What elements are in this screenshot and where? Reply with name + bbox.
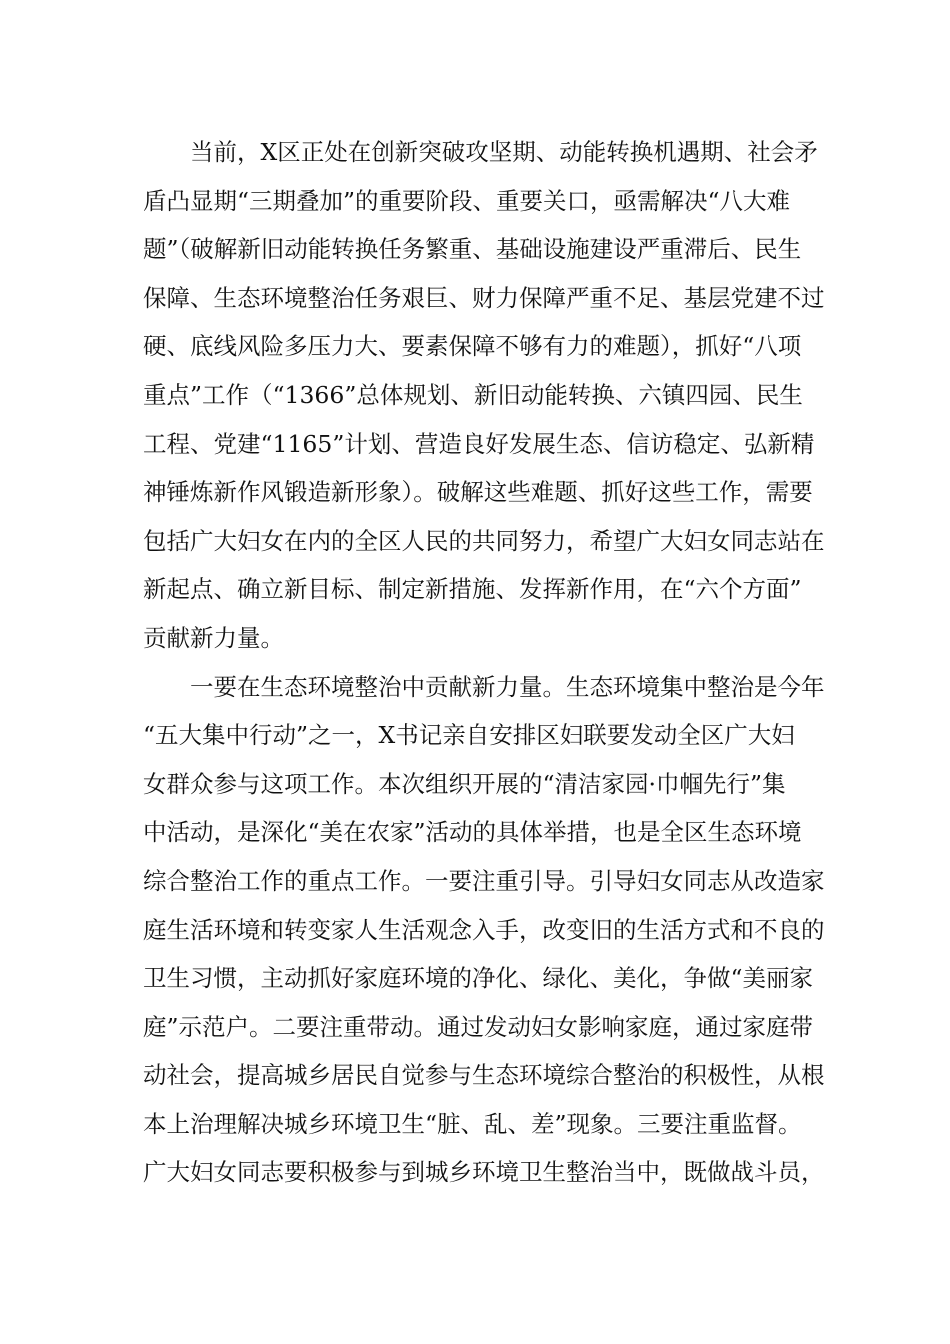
text-line: 工程、党建“1165”计划、营造良好发展生态、信访稳定、弘新精 <box>143 429 815 458</box>
text-line: 重点”工作（“1366”总体规划、新旧动能转换、六镇四园、民生 <box>143 380 803 409</box>
text-line: 神锤炼新作风锻造新形象）。破解这些难题、抓好这些工作，需要 <box>143 478 813 507</box>
text-line: 当前，X区正处在创新突破攻坚期、动能转换机遇期、社会矛 <box>190 138 818 166</box>
text-line: 庭生活环境和转变家人生活观念入手，改变旧的生活方式和不良的 <box>143 915 825 944</box>
text-line: 保障、生态环境整治任务艰巨、财力保障严重不足、基层党建不过 <box>143 283 825 312</box>
text-line: 新起点、确立新目标、制定新措施、发挥新作用，在“六个方面” <box>143 575 802 604</box>
paragraph-1 <box>143 128 825 663</box>
text-line: 卫生习惯，主动抓好家庭环境的净化、绿化、美化，争做“美丽家 <box>143 964 814 993</box>
text-line: 一要在生态环境整治中贡献新力量。生态环境集中整治是今年 <box>190 672 825 701</box>
text-line: 贡献新力量。 <box>143 623 284 652</box>
text-line: 盾凸显期“三期叠加”的重要阶段、重要关口，亟需解决“八大难 <box>143 186 791 215</box>
text-line: 硬、底线风险多压力大、要素保障不够有力的难题），抓好“八项 <box>143 332 802 361</box>
text-line: 包括广大妇女在内的全区人民的共同努力，希望广大妇女同志站在 <box>143 526 825 555</box>
paragraph-2 <box>143 663 825 1198</box>
text-line: 庭”示范户。二要注重带动。通过发动妇女影响家庭，通过家庭带 <box>143 1012 814 1041</box>
text-line: “五大集中行动”之一，X书记亲自安排区妇联要发动全区广大妇 <box>143 721 795 750</box>
document-body <box>143 128 825 1197</box>
text-line: 广大妇女同志要积极参与到城乡环境卫生整治当中，既做战斗员， <box>143 1158 825 1187</box>
text-line: 本上治理解决城乡环境卫生“脏、乱、差”现象。三要注重监督。 <box>143 1109 802 1138</box>
text-line: 综合整治工作的重点工作。一要注重引导。引导妇女同志从改造家 <box>143 866 825 895</box>
text-line: 动社会，提高城乡居民自觉参与生态环境综合整治的积极性，从根 <box>143 1061 825 1090</box>
text-line: 女群众参与这项工作。本次组织开展的“清洁家园·巾帼先行”集 <box>143 769 786 798</box>
text-line: 题”（破解新旧动能转换任务繁重、基础设施建设严重滞后、民生 <box>143 235 802 264</box>
text-line: 中活动，是深化“美在农家”活动的具体举措，也是全区生态环境 <box>143 818 802 847</box>
